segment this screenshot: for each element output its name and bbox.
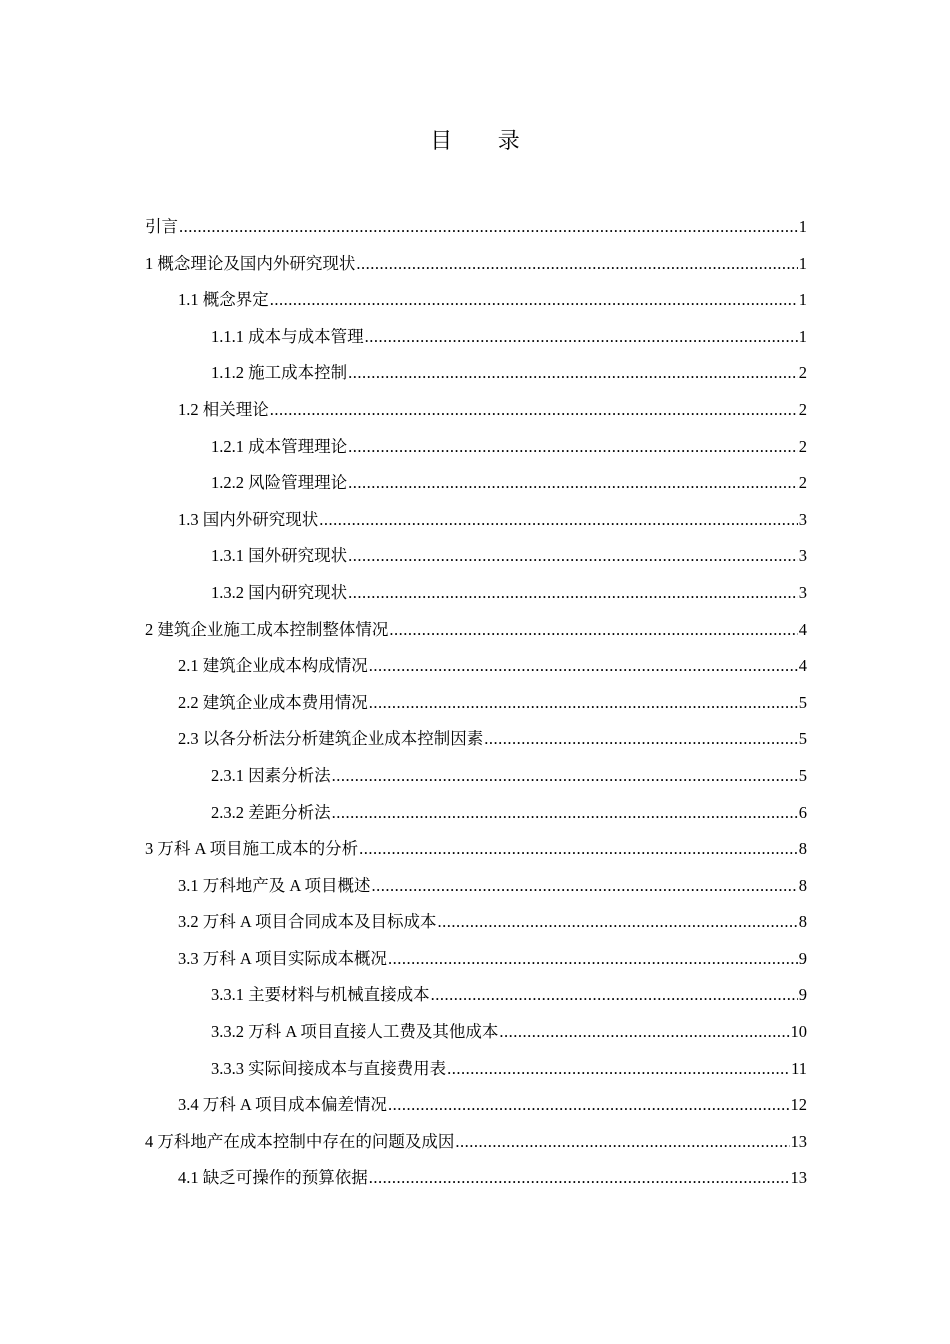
toc-entry[interactable] [145,246,807,283]
toc-entry-title: 4.1 缺乏可操作的预算依据 [178,1168,368,1188]
toc-entry[interactable] [145,1087,807,1124]
toc-dot-leader [359,831,798,868]
toc-entry[interactable] [145,355,807,392]
toc-dot-leader [356,246,797,283]
toc-entry-page-number: 3 [798,509,807,529]
toc-entry[interactable] [145,685,807,722]
toc-entry-page-number: 1 [798,253,807,273]
toc-entry-page-number: 13 [790,1131,807,1151]
toc-entry[interactable] [145,1014,807,1051]
toc-entry-page-number: 9 [798,948,807,968]
toc-dot-leader [369,648,798,685]
toc-entry-title: 2.1 建筑企业成本构成情况 [178,656,368,676]
toc-entry-title: 3.3.3 实际间接成本与直接费用表 [211,1058,447,1078]
toc-entry-title: 1.1 概念界定 [178,290,269,310]
toc-entry-title: 1.3.1 国外研究现状 [211,546,348,566]
toc-title: 目 录 [430,128,540,153]
toc-entry-page-number: 2 [798,363,807,383]
toc-entry-title: 1.3 国内外研究现状 [178,509,319,529]
toc-entry-title: 3.1 万科地产及 A 项目概述 [178,875,371,895]
toc-entry-title: 3.3.2 万科 A 项目直接人工费及其他成本 [211,1022,499,1042]
toc-entry-page-number: 5 [798,692,807,712]
toc-entry[interactable] [145,282,807,319]
toc-dot-leader [348,538,798,575]
toc-dot-leader [388,941,798,978]
toc-entry-page-number: 1 [798,326,807,346]
toc-dot-leader [319,502,798,539]
toc-dot-leader [348,575,798,612]
toc-dot-leader [365,319,798,356]
toc-entry-title: 3.2 万科 A 项目合同成本及目标成本 [178,912,437,932]
toc-entry-page-number: 3 [798,546,807,566]
toc-dot-leader [388,1087,789,1124]
table-of-contents [145,209,807,1197]
toc-entry-title: 2.2 建筑企业成本费用情况 [178,692,368,712]
toc-entry-title: 2.3.1 因素分析法 [211,765,331,785]
toc-entry-page-number: 13 [790,1168,807,1188]
toc-entry-page-number: 2 [798,399,807,419]
toc-dot-leader [455,1124,789,1161]
toc-dot-leader [332,795,798,832]
toc-dot-leader [447,1051,790,1088]
toc-entry-page-number: 5 [798,765,807,785]
toc-entry-page-number: 9 [798,985,807,1005]
toc-entry[interactable] [145,977,807,1014]
toc-dot-leader [332,758,798,795]
toc-entry-title: 1.1.1 成本与成本管理 [211,326,364,346]
toc-entry[interactable] [145,758,807,795]
toc-entry[interactable] [145,1160,807,1197]
toc-dot-leader [348,355,798,392]
toc-entry[interactable] [145,868,807,905]
toc-entry[interactable] [145,831,807,868]
toc-dot-leader [438,904,798,941]
toc-dot-leader [369,1160,790,1197]
toc-entry-page-number: 8 [798,875,807,895]
toc-entry-page-number: 4 [798,619,807,639]
toc-entry[interactable] [145,319,807,356]
toc-entry-page-number: 4 [798,656,807,676]
toc-dot-leader [179,209,798,246]
toc-dot-leader [372,868,798,905]
toc-entry[interactable] [145,904,807,941]
toc-entry[interactable] [145,502,807,539]
toc-entry[interactable] [145,795,807,832]
toc-dot-leader [348,429,798,466]
toc-entry-page-number: 12 [790,1095,807,1115]
toc-entry-title: 4 万科地产在成本控制中存在的问题及成因 [145,1131,455,1151]
toc-entry-page-number: 3 [798,582,807,602]
toc-entry-title: 1.1.2 施工成本控制 [211,363,348,383]
toc-entry-title: 2.3 以各分析法分析建筑企业成本控制因素 [178,729,484,749]
toc-entry[interactable] [145,941,807,978]
toc-entry[interactable] [145,209,807,246]
toc-entry-page-number: 1 [798,290,807,310]
toc-entry-page-number: 11 [791,1058,807,1078]
toc-entry-title: 1.2 相关理论 [178,399,269,419]
toc-entry[interactable] [145,575,807,612]
toc-entry[interactable] [145,465,807,502]
toc-entry-page-number: 2 [798,473,807,493]
toc-entry[interactable] [145,1051,807,1088]
toc-entry[interactable] [145,429,807,466]
toc-entry-title: 3.3.1 主要材料与机械直接成本 [211,985,430,1005]
toc-entry[interactable] [145,1124,807,1161]
toc-entry-page-number: 8 [798,912,807,932]
toc-entry-page-number: 1 [798,217,807,236]
toc-dot-leader [348,465,798,502]
toc-entry-page-number: 8 [798,839,807,859]
toc-entry-title: 1.3.2 国内研究现状 [211,582,348,602]
toc-entry[interactable] [145,721,807,758]
toc-dot-leader [369,685,798,722]
toc-entry-title: 引言 [145,217,178,236]
toc-entry[interactable] [145,648,807,685]
toc-dot-leader [270,282,798,319]
toc-entry-page-number: 2 [798,436,807,456]
toc-entry-title: 1 概念理论及国内外研究现状 [145,253,356,273]
toc-entry-title: 3.4 万科 A 项目成本偏差情况 [178,1095,388,1115]
toc-dot-leader [270,392,798,429]
toc-entry-title: 2.3.2 差距分析法 [211,802,331,822]
toc-entry-page-number: 6 [798,802,807,822]
toc-entry-title: 3.3 万科 A 项目实际成本概况 [178,948,388,968]
toc-entry[interactable] [145,392,807,429]
toc-dot-leader [431,977,798,1014]
toc-entry-title: 1.2.2 风险管理理论 [211,473,348,493]
toc-entry[interactable] [145,538,807,575]
toc-entry[interactable] [145,612,807,649]
toc-entry-title: 1.2.1 成本管理理论 [211,436,348,456]
toc-dot-leader [484,721,798,758]
toc-entry-title: 2 建筑企业施工成本控制整体情况 [145,619,389,639]
toc-dot-leader [499,1014,789,1051]
toc-dot-leader [389,612,797,649]
toc-entry-page-number: 5 [798,729,807,749]
toc-entry-page-number: 10 [790,1022,807,1042]
toc-entry-title: 3 万科 A 项目施工成本的分析 [145,839,359,859]
